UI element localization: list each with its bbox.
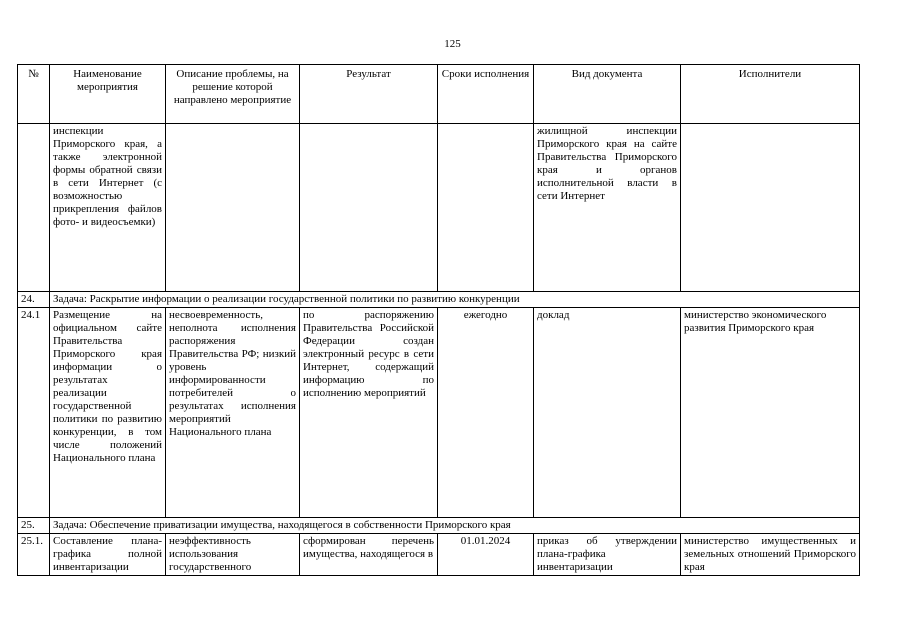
cell-doc-type: приказ об утверждении плана-графика инвентаризации xyxy=(534,534,681,576)
cell-executors: министерство экономического развития Приморского края xyxy=(681,308,860,518)
header-executors: Исполнители xyxy=(681,65,860,124)
table-row xyxy=(18,308,860,518)
cell-num xyxy=(18,124,50,292)
header-name: Наименование мероприятия xyxy=(50,65,166,124)
task-text: Задача: Раскрытие информации о реализации государственной политики по развитию конкуренции xyxy=(50,292,860,308)
cell-executors xyxy=(681,124,860,292)
cell-doc-type: жилищной инспекции Приморского края на сайте Правительства Приморского края и органов исполнительной власти в сети Интернет xyxy=(534,124,681,292)
page-number: 125 xyxy=(444,38,461,50)
header-num: № xyxy=(18,65,50,124)
task-num: 24. xyxy=(18,292,50,308)
cell-problem: несвоевременность, неполнота исполнения распоряжения Правительства РФ; низкий уровень информированности потребителей о результатах исполнения мероприятий Национального плана xyxy=(166,308,300,518)
header-doc-type: Вид документа xyxy=(534,65,681,124)
table-row xyxy=(18,534,860,576)
cell-deadline xyxy=(438,124,534,292)
cell-doc-type: доклад xyxy=(534,308,681,518)
cell-result: сформирован перечень имущества, находящегося в xyxy=(300,534,438,576)
cell-num: 25.1. xyxy=(18,534,50,576)
header-deadline: Сроки исполнения xyxy=(438,65,534,124)
action-plan-table xyxy=(17,64,860,576)
header-result: Результат xyxy=(300,65,438,124)
cell-num: 24.1 xyxy=(18,308,50,518)
cell-result xyxy=(300,124,438,292)
cell-name: Составление плана-графика полной инвентаризации xyxy=(50,534,166,576)
task-num: 25. xyxy=(18,518,50,534)
cell-deadline: ежегодно xyxy=(438,308,534,518)
task-row-24 xyxy=(18,292,860,308)
task-row-25 xyxy=(18,518,860,534)
cell-deadline: 01.01.2024 xyxy=(438,534,534,576)
cell-problem: неэффективность использования государственного xyxy=(166,534,300,576)
cell-executors: министерство имущественных и земельных отношений Приморского края xyxy=(681,534,860,576)
table-row xyxy=(18,124,860,292)
cell-name: Размещение на официальном сайте Правительства Приморского края информации о результатах реализации государственной политики по развитию конкуренции, в том числе положений Национального плана xyxy=(50,308,166,518)
cell-name: инспекции Приморского края, а также электронной формы обратной связи в сети Интернет (с возможностью прикрепления файлов фото- и видеосъемки) xyxy=(50,124,166,292)
table-header-row xyxy=(18,65,860,124)
task-text: Задача: Обеспечение приватизации имущества, находящегося в собственности Приморского края xyxy=(50,518,860,534)
header-problem: Описание проблемы, на решение которой направлено мероприятие xyxy=(166,65,300,124)
cell-problem xyxy=(166,124,300,292)
cell-result: по распоряжению Правительства Российской Федерации создан электронный ресурс в сети Интернет, содержащий информацию по исполнению мероприятий xyxy=(300,308,438,518)
